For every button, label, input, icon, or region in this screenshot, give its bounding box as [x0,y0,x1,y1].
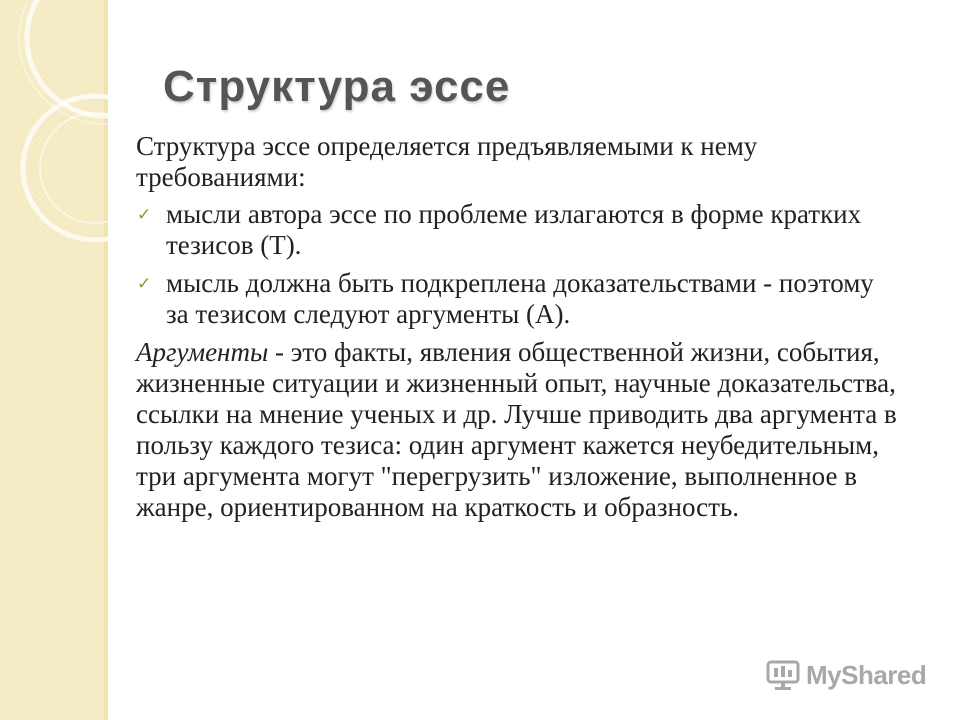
checkmark-icon: ✓ [137,274,152,294]
requirements-list [136,199,901,330]
intro-paragraph: Структура эссе определяется предъявляемыми к нему требованиями: [136,131,758,192]
arguments-definition: - это факты, явления общественной жизни, события, жизненные ситуации и жизненный опыт, научные доказательства, ссылки на мнение ученых и др. Лучше приводить два аргумента в пользу каждого тезиса: один аргумент кажется неубедительным, три аргумента могут "перегрузить" изложение, выполненное в жанре, ориентированном на краткость и образность. [136,337,897,522]
arguments-paragraph [136,337,901,523]
bullet-text: мысли автора эссе по проблеме излагаются в форме кратких тезисов (Т). [166,199,862,260]
slide-title: Структура эссе [163,62,511,111]
slide-body [136,131,901,523]
list-item [136,268,901,330]
projector-screen-icon [766,659,800,691]
watermark-text: MyShared [806,659,927,690]
bullet-text: мысль должна быть подкреплена доказательствами - поэтому за тезисом следуют аргументы (А). [166,268,874,329]
checkmark-icon: ✓ [137,205,152,225]
watermark-logo [766,655,926,695]
arguments-term: Аргументы [136,337,269,367]
list-item [136,199,901,261]
